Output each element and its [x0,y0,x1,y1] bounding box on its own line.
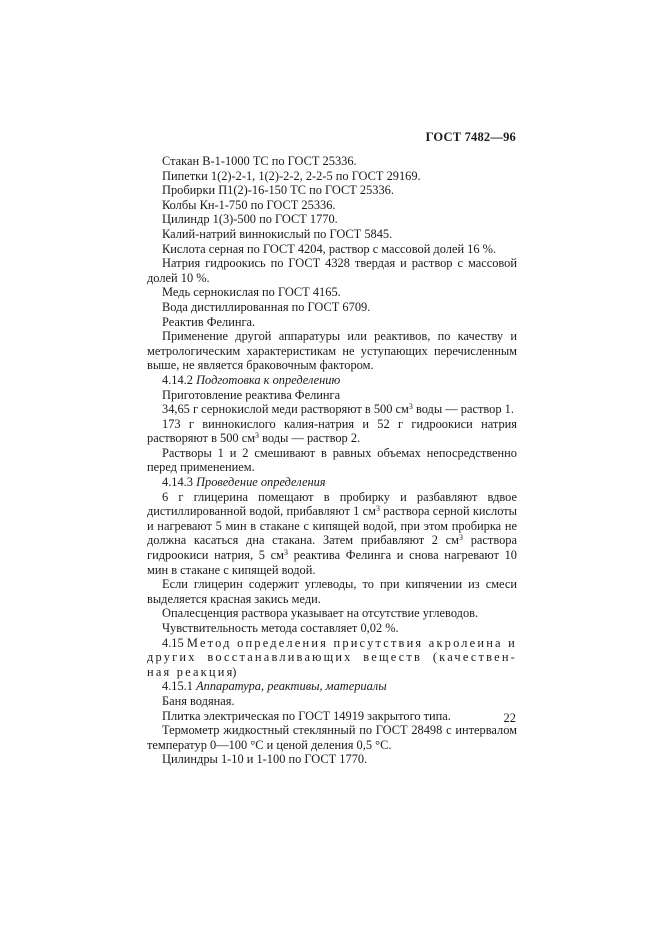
text-paragraph: Применение другой аппаратуры или реактивов, по качеству и метрологическим характеристикам не уступающих перечисленным выше, не является браковочным фактором. [147,329,517,373]
superscript: 3 [255,431,260,441]
section-heading [147,475,517,490]
section-number: 4.15 [162,635,184,650]
superscript: 3 [408,402,413,412]
text-run: реактива Фелинга и снова нагревают 10 мин в стакане с кипящей водой. [147,548,517,577]
text-run: 34,65 г сернокислой меди растворяют в 500 см [162,402,409,417]
document-code-header: ГОСТ 7482—96 [425,130,516,144]
text-run: раствора гидроокиси натрия, 5 см [147,533,517,563]
text-paragraph: Термометр жидкостный стеклянный по ГОСТ 28498 с интервалом температур 0—100 °С и ценой деления 0,5 °С. [147,723,517,752]
text-line: Калий-натрий виннокислый по ГОСТ 5845. [162,226,393,241]
section-number: 4.14.3 [162,475,193,490]
section-heading [147,373,517,388]
superscript: 3 [459,533,464,543]
text-paragraph [147,490,517,578]
text-run: воды — раствор 2. [259,431,361,446]
text-line: Медь сернокислая по ГОСТ 4165. [162,285,341,300]
section-number: 4.15.1 [162,679,193,694]
text-line: Пипетки 1(2)-2-1, 1(2)-2-2, 2-2-5 по ГОСТ 29169. [162,168,421,183]
document-body [147,154,517,767]
text-line: Цилиндр 1(3)-500 по ГОСТ 1770. [162,212,338,227]
text-line: Приготовление реактива Фелинга [162,387,341,402]
section-heading [147,636,517,680]
text-line: Стакан В-1-1000 ТС по ГОСТ 25336. [162,154,357,168]
text-paragraph: Растворы 1 и 2 смешивают в равных объемах непосредственно перед применением. [147,445,517,475]
superscript: 3 [283,548,288,558]
text-line: Пробирки П1(2)-16-150 ТС по ГОСТ 25336. [162,183,394,198]
text-line: Опалесценция раствора указывает на отсутствие углеводов. [162,606,479,621]
section-title-end: я) [226,664,237,679]
text-line: Колбы Кн-1-750 по ГОСТ 25336. [162,197,336,212]
text-run: 173 г виннокислого калия-натрия и 52 г гидроокиси натрия растворяют в 500 см [147,416,517,446]
text-paragraph [147,417,517,446]
text-paragraph: Если глицерин содержит углеводы, то при кипячении из смеси выделяется красная закись меди. [147,577,517,606]
text-paragraph: Натрия гидроокись по ГОСТ 4328 твердая и раствор с массовой долей 10 %. [147,256,517,285]
text-line: Плитка электрическая по ГОСТ 14919 закрытого типа. [162,708,451,723]
section-title: Метод определения присутствия акролеина и других восстанавливающих веществ (качествен-ная реакци [147,635,517,679]
text-run: 6 г глицерина помещают в пробирку и разбавляют вдвое дистиллированной водой, прибавляют 1 см [147,489,517,519]
text-line: Чувствительность метода составляет 0,02 %. [162,621,399,635]
text-line: Реактив Фелинга. [162,314,256,329]
text-line: Вода дистиллированная по ГОСТ 6709. [162,299,371,314]
text-line: Баня водяная. [162,693,235,708]
text-run: воды — раствор 1. [412,402,514,417]
text-line [147,402,517,417]
text-run: раствора серной кислоты и нагревают 5 мин в стакане с кипящей водой, при этом пробирка не должна касаться дна стакана. Затем прибавляют 2 см [147,504,517,548]
section-title: Аппаратура, реактивы, материалы [196,679,387,694]
section-number: 4.14.2 [162,372,193,387]
section-title: Проведение определения [196,475,326,490]
section-heading [147,679,517,694]
superscript: 3 [375,504,380,514]
section-title: Подготовка к определению [196,372,341,387]
page-number: 22 [503,711,516,725]
text-line: Цилиндры 1-10 и 1-100 по ГОСТ 1770. [162,752,368,767]
text-line: Кислота серная по ГОСТ 4204, раствор с массовой долей 16 %. [162,241,497,256]
